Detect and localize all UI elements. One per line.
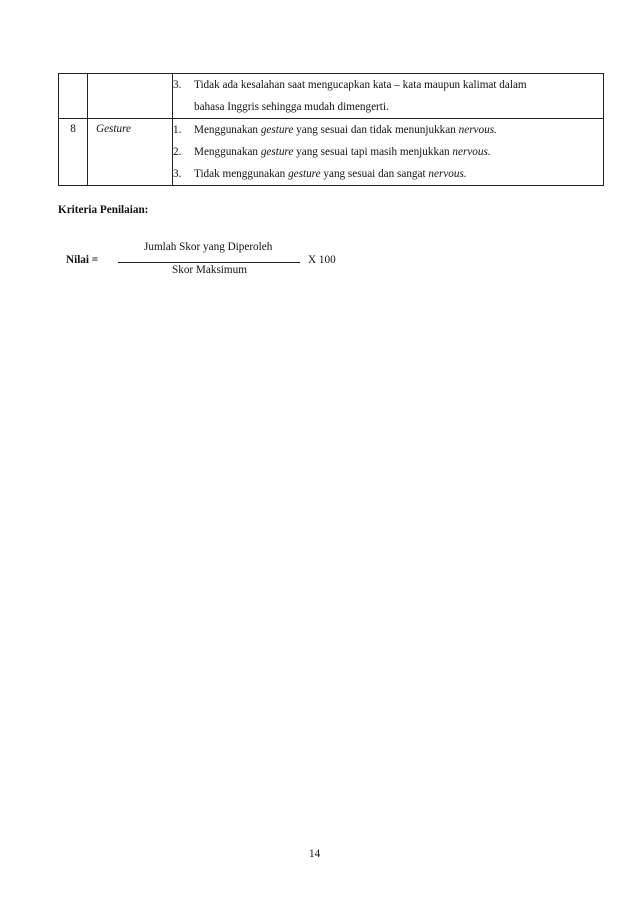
item-text	[194, 163, 603, 185]
row-number: 8	[70, 123, 76, 135]
item-number: 3.	[173, 168, 182, 180]
item-text-emphasis: nervous.	[428, 168, 467, 180]
formula-numerator: Jumlah Skor yang Diperoleh	[144, 241, 273, 253]
item-text-post: yang sesuai tapi masih menjukkan	[293, 146, 453, 158]
criteria-list	[173, 74, 603, 118]
aspek-cell	[88, 119, 173, 186]
formula-multiplier: X 100	[308, 254, 336, 266]
criteria-cell	[173, 74, 604, 119]
aspek-cell	[88, 74, 173, 119]
fraction-line	[118, 262, 300, 263]
table-row	[59, 119, 604, 186]
item-text-pre: Tidak menggunakan	[194, 168, 289, 180]
item-text-emphasis: nervous.	[458, 124, 497, 136]
item-text-emphasis: gesture	[260, 124, 294, 136]
item-number: 1.	[173, 124, 182, 136]
score-formula	[66, 241, 386, 281]
criteria-list	[173, 119, 603, 185]
formula-label: Nilai =	[66, 254, 99, 266]
list-item	[173, 74, 603, 118]
rubric-table	[58, 73, 604, 186]
kriteria-heading: Kriteria Penilaian:	[58, 204, 149, 216]
item-text-emphasis: nervous.	[452, 146, 491, 158]
item-text-line1: Tidak ada kesalahan saat mengucapkan kata – kata maupun kalimat dalam	[194, 79, 527, 91]
item-number: 3.	[173, 79, 182, 91]
formula-denominator: Skor Maksimum	[172, 264, 247, 276]
no-cell	[59, 74, 88, 119]
item-text-emphasis: gesture	[288, 168, 321, 180]
item-text-line2: bahasa Inggris sehingga mudah dimengerti.	[194, 101, 389, 113]
item-text-pre: Menggunakan	[194, 146, 261, 158]
item-text-emphasis: gesture	[260, 146, 294, 158]
table-row	[59, 74, 604, 119]
item-text-pre: Menggunakan	[194, 124, 261, 136]
list-item	[173, 141, 603, 163]
page-number: 14	[309, 848, 321, 860]
list-item	[173, 119, 603, 141]
no-cell	[59, 119, 88, 186]
item-text	[194, 119, 603, 141]
aspek-label: Gesture	[96, 123, 132, 135]
item-text	[194, 141, 603, 163]
item-text	[194, 74, 603, 118]
list-item	[173, 163, 603, 185]
criteria-cell	[173, 119, 604, 186]
item-number: 2.	[173, 146, 182, 158]
item-text-post: yang sesuai dan sangat	[320, 168, 429, 180]
item-text-post: yang sesuai dan tidak menunjukkan	[293, 124, 459, 136]
